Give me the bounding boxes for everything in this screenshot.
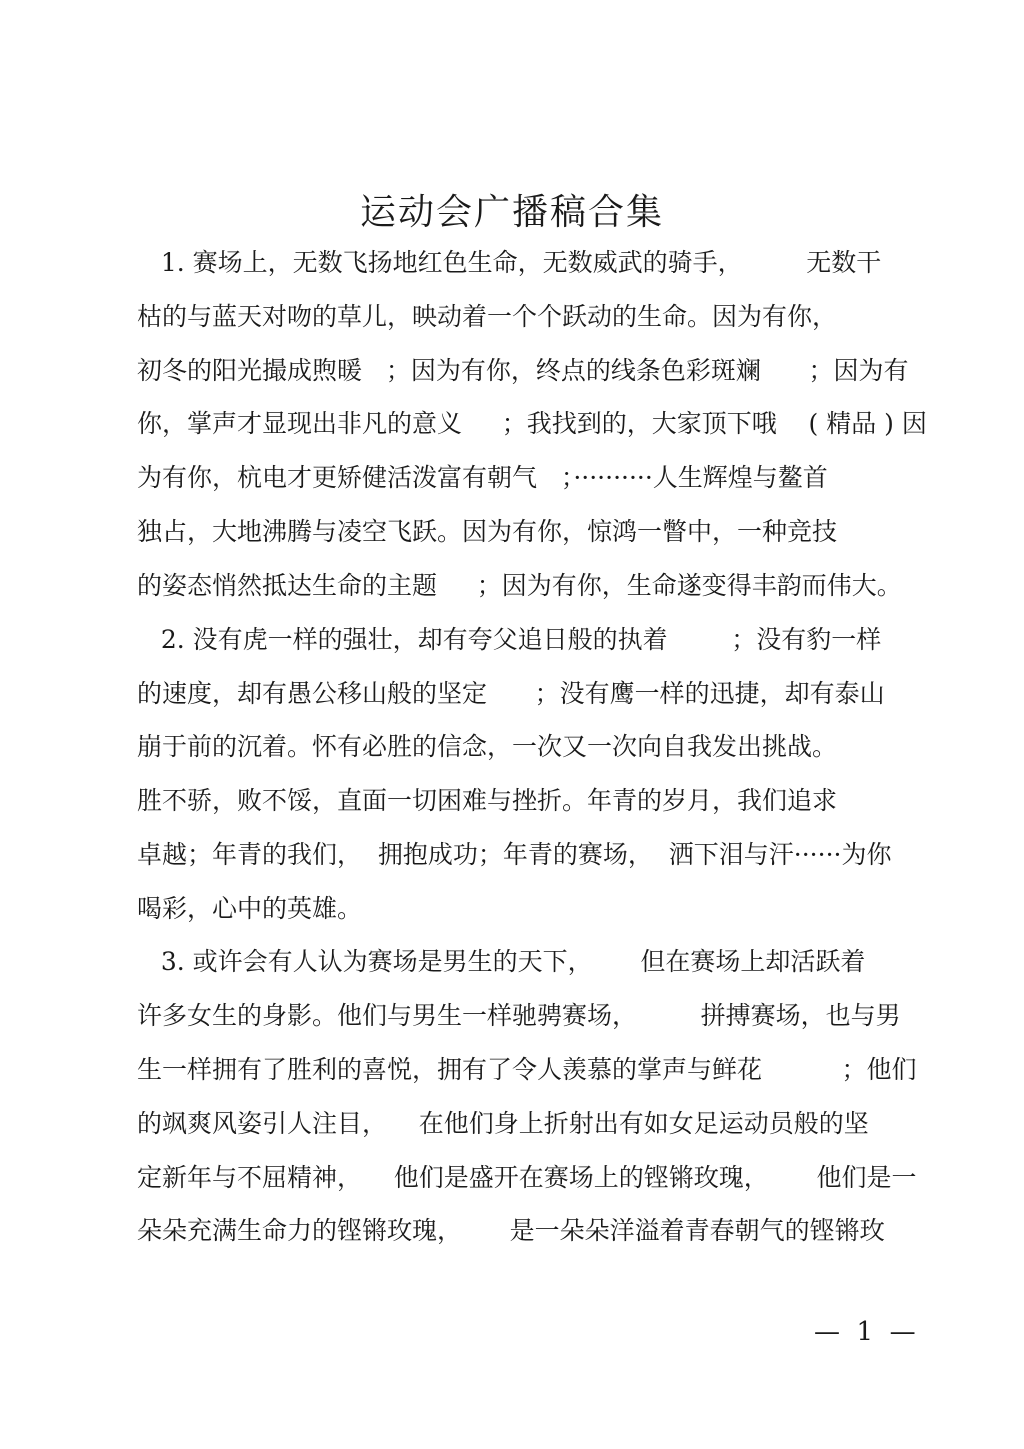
text-line: 3. 或许会有人认为赛场是男生的天下， 但在赛场上却活跃着 — [137, 947, 866, 976]
document-title: 运动会广播稿合集 — [359, 192, 664, 233]
text-line: 为有你，杭电才更矫健活泼富有朝气 ；··········人生辉煌与鳌首 — [137, 463, 828, 492]
text-line: 生一样拥有了胜利的喜悦，拥有了令人羡慕的掌声与鲜花 ；他们 — [137, 1055, 917, 1084]
text-line: 的速度，却有愚公移山般的坚定 ；没有鹰一样的迅捷，却有泰山 — [137, 679, 885, 708]
text-line: 独占，大地沸腾与凌空飞跃。因为有你，惊鸿一瞥中，一种竞技 — [137, 517, 838, 546]
text-line: 枯的与蓝天对吻的草儿，映动着一个个跃动的生命。因为有你， — [137, 302, 838, 331]
text-line: 初冬的阳光撮成煦暖 ；因为有你，终点的线条色彩斑斓 ；因为有 — [137, 356, 909, 385]
text-line: 朵朵充满生命力的铿锵玫瑰， 是一朵朵洋溢着青春朝气的铿锵玫 — [137, 1216, 885, 1245]
text-line: 卓越；年青的我们， 拥抱成功；年青的赛场， 洒下泪与汗······为你 — [137, 840, 892, 869]
text-line: 许多女生的身影。他们与男生一样驰骋赛场， 拼搏赛场，也与男 — [137, 1001, 901, 1030]
text-line: 崩于前的沉着。怀有必胜的信念，一次又一次向自我发出挑战。 — [137, 732, 838, 761]
text-line: 定新年与不屈精神， 他们是盛开在赛场上的铿锵玫瑰， 他们是一 — [137, 1163, 917, 1192]
text-line: 喝彩，心中的英雄。 — [137, 894, 363, 923]
text-line: 2. 没有虎一样的强壮，却有夸父追日般的执着 ；没有豹一样 — [137, 625, 882, 654]
text-line: 胜不骄，败不馁，直面一切困难与挫折。年青的岁月，我们追求 — [137, 786, 838, 815]
page-number: — 1 — — [814, 1317, 916, 1347]
text-line: 1. 赛场上，无数飞扬地红色生命，无数威武的骑手， 无数干 — [137, 248, 882, 277]
text-line: 的飒爽风姿引人注目， 在他们身上折射出有如女足运动员般的坚 — [137, 1109, 869, 1138]
text-line: 你，掌声才显现出非凡的意义 ；我找到的，大家顶下哦 ( 精品 ) 因 — [137, 409, 927, 438]
text-line: 的姿态悄然抵达生命的主题 ；因为有你，生命遂变得丰韵而伟大。 — [137, 571, 902, 600]
